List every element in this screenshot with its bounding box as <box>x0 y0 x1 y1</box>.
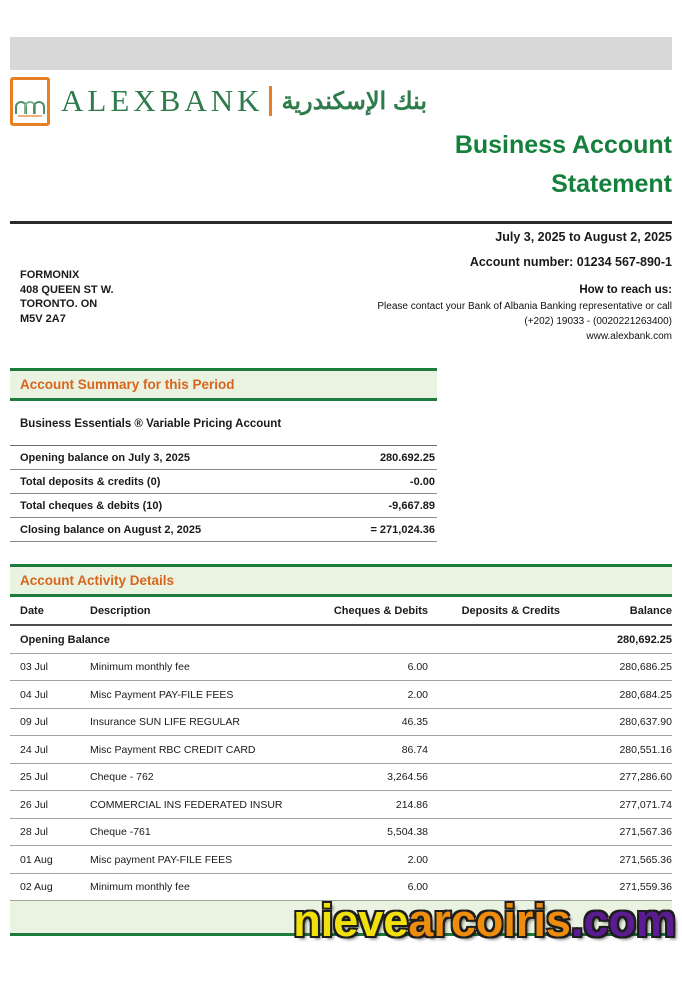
summary-value: -9,667.89 <box>388 500 435 513</box>
watermark-part1: nieve <box>293 895 409 946</box>
document-title <box>10 126 672 204</box>
table-row <box>10 846 672 874</box>
cell-credit <box>428 854 560 866</box>
watermark <box>293 895 676 947</box>
column-header-credits: Deposits & Credits <box>461 605 560 618</box>
column-header-description: Description <box>90 605 151 618</box>
account-type: Business Essentials ® Variable Pricing Account <box>20 418 282 431</box>
logo-arch-icon <box>33 101 45 114</box>
summary-value: 280.692.25 <box>379 452 435 465</box>
address-line: FORMONIX <box>20 269 80 281</box>
cell-description: Minimum monthly fee <box>90 661 190 674</box>
brand-name-arabic: بنك الإسكندرية <box>281 87 428 115</box>
cell-credit <box>428 716 560 728</box>
bank-website: www.alexbank.com <box>586 331 672 343</box>
watermark-part2: arcoiris <box>408 895 571 946</box>
cell-credit <box>428 799 560 811</box>
logo-underline <box>18 115 42 117</box>
table-row <box>10 681 672 709</box>
cell-debit: 3,264.56 <box>387 771 428 784</box>
account-activity-header: Account Activity Details <box>10 564 672 597</box>
summary-label: Closing balance on August 2, 2025 <box>20 524 202 537</box>
address-line: 408 QUEEN ST W. <box>20 283 114 296</box>
table-row-opening-balance <box>10 626 672 654</box>
cell-debit: 5,504.38 <box>387 826 428 839</box>
cell-balance: 280,637.90 <box>619 716 672 729</box>
summary-table <box>10 445 437 542</box>
cell-label: Opening Balance <box>20 633 110 646</box>
cell-balance: 280,692.25 <box>616 633 672 646</box>
cell-description: Insurance SUN LIFE REGULAR <box>90 716 240 729</box>
cell-credit <box>428 881 560 893</box>
cell-credit <box>428 744 560 756</box>
brand-logo-row <box>10 79 672 123</box>
cell-debit: 86.74 <box>401 743 428 756</box>
summary-label: Total cheques & debits (10) <box>20 500 163 513</box>
header-divider-line <box>10 221 672 224</box>
cell-debit: 2.00 <box>407 688 428 701</box>
cell-credit <box>428 661 560 673</box>
cell-balance: 280,684.25 <box>619 688 672 701</box>
cell-balance: 271,567.36 <box>619 826 672 839</box>
cell-balance: 277,071.74 <box>619 798 672 811</box>
address-line: TORONTO. ON <box>20 298 98 311</box>
summary-label: Opening balance on July 3, 2025 <box>20 452 190 465</box>
column-header-debits: Cheques & Debits <box>333 605 428 618</box>
account-number: Account number: 01234 567-890-1 <box>469 255 672 269</box>
statement-page <box>0 37 682 936</box>
cell-date: 26 Jul <box>20 798 49 811</box>
brand-name: ALEXBANK <box>61 83 264 118</box>
cell-debit: 214.86 <box>395 798 428 811</box>
address-line: M5V 2A7 <box>20 312 66 325</box>
table-row <box>10 736 672 764</box>
account-summary-section <box>10 368 437 542</box>
cell-balance: 280,686.25 <box>619 661 672 674</box>
summary-row-debits <box>10 494 437 518</box>
table-row <box>10 654 672 682</box>
summary-row-closing-balance <box>10 518 437 542</box>
document-title-line1: Business Account <box>454 131 672 159</box>
cell-credit <box>428 771 560 783</box>
table-row <box>10 709 672 737</box>
cell-date: 04 Jul <box>20 688 49 701</box>
contact-line: Please contact your Bank of Albania Banking representative or call <box>377 301 672 313</box>
summary-value: = 271,024.36 <box>370 524 435 537</box>
statement-period: July 3, 2025 to August 2, 2025 <box>495 230 672 244</box>
contact-title: How to reach us: <box>579 284 672 296</box>
cell-date: 09 Jul <box>20 716 49 729</box>
column-header-date: Date <box>20 605 44 618</box>
cell-date: 28 Jul <box>20 826 49 839</box>
cell-date: 25 Jul <box>20 771 49 784</box>
watermark-part3: .com <box>570 895 676 946</box>
summary-label: Total deposits & credits (0) <box>20 476 161 489</box>
document-title-line2: Statement <box>551 170 672 198</box>
top-grey-band <box>10 37 672 70</box>
cell-description: Cheque - 762 <box>90 771 154 784</box>
cell-balance: 271,565.36 <box>619 853 672 866</box>
table-row <box>10 764 672 792</box>
cell-date: 24 Jul <box>20 743 49 756</box>
activity-table-header <box>10 597 672 626</box>
cell-credit <box>428 826 560 838</box>
cell-description: Minimum monthly fee <box>90 881 190 894</box>
summary-row-opening-balance <box>10 446 437 470</box>
logo-divider <box>269 86 272 116</box>
cell-debit: 46.35 <box>401 716 428 729</box>
cell-debit: 6.00 <box>407 661 428 674</box>
summary-value: -0.00 <box>409 476 435 489</box>
summary-row-deposits <box>10 470 437 494</box>
cell-credit <box>428 689 560 701</box>
customer-address <box>20 268 114 326</box>
header-info <box>10 230 672 344</box>
table-row <box>10 791 672 819</box>
cell-date: 03 Jul <box>20 661 49 674</box>
account-summary-header: Account Summary for this Period <box>10 368 437 401</box>
cell-date: 01 Aug <box>20 853 53 866</box>
cell-description: COMMERCIAL INS FEDERATED INSUR <box>90 798 283 811</box>
cell-description: Misc Payment PAY-FILE FEES <box>90 688 234 701</box>
cell-description: Misc payment PAY-FILE FEES <box>90 853 233 866</box>
cell-date: 02 Aug <box>20 881 53 894</box>
table-row <box>10 819 672 847</box>
column-header-balance: Balance <box>629 605 672 618</box>
cell-debit: 6.00 <box>407 881 428 894</box>
cell-description: Cheque -761 <box>90 826 151 839</box>
cell-balance: 277,286.60 <box>619 771 672 784</box>
cell-description: Misc Payment RBC CREDIT CARD <box>90 743 256 756</box>
cell-balance: 271,559.36 <box>619 881 672 894</box>
account-activity-section <box>10 564 672 936</box>
cell-debit: 2.00 <box>407 853 428 866</box>
contact-phone: (+202) 19033 - (0020221263400) <box>524 316 672 328</box>
cell-balance: 280,551.16 <box>619 743 672 756</box>
alexbank-logo-icon <box>10 77 50 126</box>
